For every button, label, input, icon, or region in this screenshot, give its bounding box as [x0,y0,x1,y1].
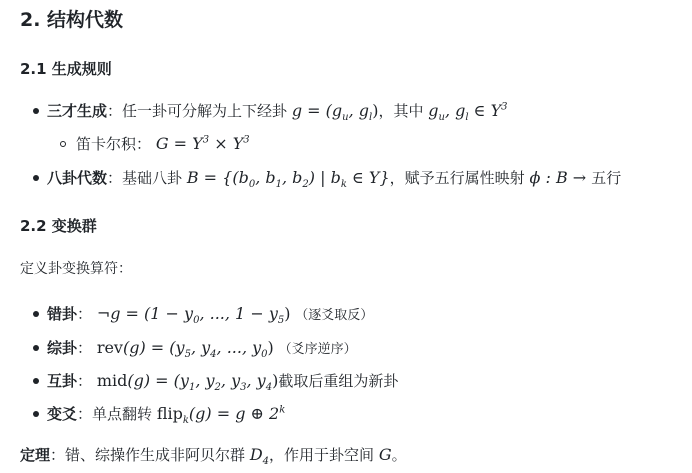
intro-text: 定义卦变换算符： [20,261,132,277]
item-label: 八卦代数 [47,169,108,187]
math-expression: G [378,445,392,464]
math-expression: $G = Y^3 \times Y^3$ [155,134,250,153]
math-expression: ¬g = ($1 - y_0$, ..., $1 - y_5$) [96,304,291,327]
list-item-bianyao: 变爻：单点翻转 flip$_k$(g) = g ⊕ 2$^k$ [47,404,286,427]
item-label: 三才生成 [47,102,108,120]
math-expression: $g = (g_u$, $g_l$) [291,101,379,124]
math-expression: $mid(g) = (y_1$, $y_2$, $y_3$, $y_4$) [96,371,279,394]
math-expression: ϕ : B → [529,168,592,187]
bullet-icon [33,175,39,181]
math-expression: $B = \{(b_0$, $b_1$, $b_2$) | $b_k$ ∈ Y} [186,168,390,191]
bullet-icon [33,378,39,384]
list-item-sancai: 三才生成：任一卦可分解为上下经卦 $g = (g_u$, $g_l$)，其中 $g_u$, $g_l$ ∈ $Y^3$ [47,101,508,124]
math-expression: $g_u$, $g_l$ ∈ $Y^3$ [428,101,508,124]
sub-bullet-icon [60,141,66,147]
theorem-paragraph: 定理：错、综操作生成非阿贝尔群 $D_4$，作用于卦空间 G。 [20,445,407,468]
list-item-hugua: 互卦： $mid(g) = (y_1$, $y_2$, $y_3$, $y_4$)截取后重组为新卦 [47,371,399,394]
bullet-icon [33,108,39,114]
list-item-bagua: 八卦代数：基础八卦 $B = \{(b_0$, $b_1$, $b_2$) | $b_k$ ∈ Y}，赋予五行属性映射 ϕ : B → 五行 [47,168,622,191]
list-item-cartesian: 笛卡尔积： $G = Y^3 \times Y^3$ [76,134,250,153]
math-expression: flip$_k$(g) = g ⊕ 2$^k$ [156,404,286,427]
bullet-icon [33,311,39,317]
item-text: 任一卦可分解为上下经卦 [122,102,288,120]
section-heading: 2. 结构代数 [20,9,124,31]
bullet-icon [33,411,39,417]
bullet-icon [33,345,39,351]
subsection-heading-rules: 2.1 生成规则 [20,60,112,78]
subsection-heading-transform: 2.2 变换群 [20,217,97,235]
math-expression: $D_4$ [249,445,270,468]
math-expression: $rev(g) = (y_5$, $y_4$, ..., $y_0$) [96,338,274,361]
theorem-label: 定理 [20,446,51,464]
list-item-cuogua: 错卦： ¬g = ($1 - y_0$, ..., $1 - y_5$) （逐爻取反） [47,304,374,327]
list-item-zonggua: 综卦： $rev(g) = (y_5$, $y_4$, ..., $y_0$) （爻序逆序） [47,338,357,361]
